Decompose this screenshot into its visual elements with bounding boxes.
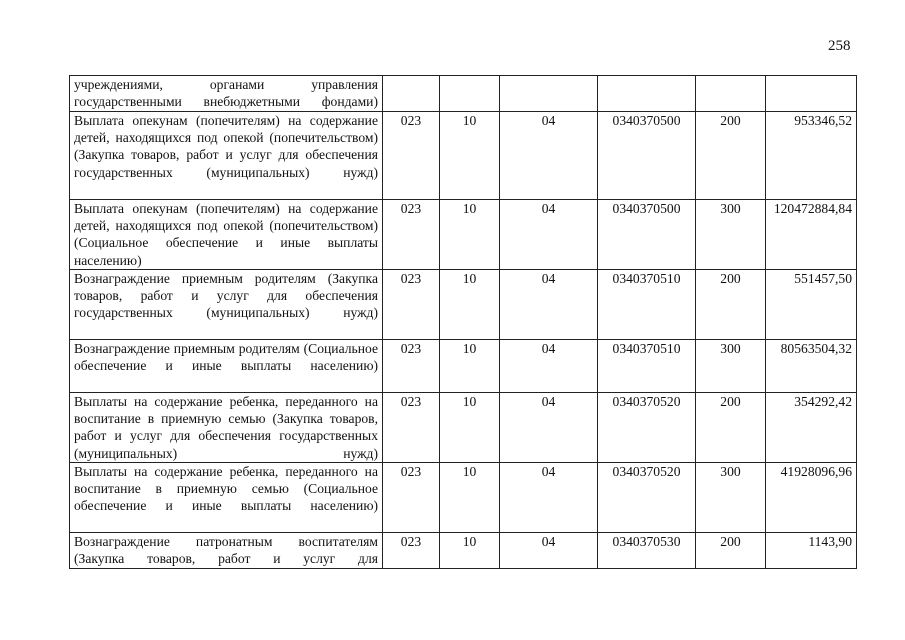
admin-code: 023: [383, 393, 440, 463]
amount: 354292,42: [766, 393, 857, 463]
subsection-code: [500, 76, 598, 112]
table-row: [70, 76, 857, 112]
section-code: 10: [440, 112, 500, 200]
admin-code: 023: [383, 112, 440, 200]
table-row: [70, 112, 857, 200]
admin-code: 023: [383, 533, 440, 569]
target-article-code: [598, 76, 696, 112]
page-number: 258: [828, 38, 851, 54]
budget-table-body: [70, 76, 857, 569]
target-article-code: 0340370500: [598, 112, 696, 200]
expense-kind-code: 300: [696, 340, 766, 393]
section-code: 10: [440, 270, 500, 340]
subsection-code: 04: [500, 463, 598, 533]
row-description: Выплаты на содержание ребенка, переданного на воспитание в приемную семью (Социальное обеспечение и иные выплаты населению): [70, 463, 383, 533]
target-article-code: 0340370530: [598, 533, 696, 569]
admin-code: 023: [383, 340, 440, 393]
amount: 1143,90: [766, 533, 857, 569]
amount: 551457,50: [766, 270, 857, 340]
admin-code: 023: [383, 200, 440, 270]
subsection-code: 04: [500, 393, 598, 463]
admin-code: 023: [383, 463, 440, 533]
expense-kind-code: 200: [696, 112, 766, 200]
subsection-code: 04: [500, 200, 598, 270]
table-row: [70, 463, 857, 533]
expense-kind-code: 300: [696, 200, 766, 270]
row-description: учреждениями, органами управления государственными внебюджетными фондами): [70, 76, 383, 112]
table-row: [70, 270, 857, 340]
row-description: Вознаграждение приемным родителям (Социальное обеспечение и иные выплаты населению): [70, 340, 383, 393]
subsection-code: 04: [500, 112, 598, 200]
table-row: [70, 200, 857, 270]
admin-code: 023: [383, 270, 440, 340]
row-description: Выплата опекунам (попечителям) на содержание детей, находящихся под опекой (попечительством) (Социальное обеспечение и иные выплаты населению): [70, 200, 383, 270]
amount: 953346,52: [766, 112, 857, 200]
expense-kind-code: 200: [696, 270, 766, 340]
subsection-code: 04: [500, 340, 598, 393]
section-code: 10: [440, 340, 500, 393]
row-description: Вознаграждение приемным родителям (Закупка товаров, работ и услуг для обеспечения государственных (муниципальных) нужд): [70, 270, 383, 340]
amount: [766, 76, 857, 112]
table-row: [70, 340, 857, 393]
table-row: [70, 393, 857, 463]
section-code: 10: [440, 393, 500, 463]
target-article-code: 0340370510: [598, 340, 696, 393]
section-code: [440, 76, 500, 112]
target-article-code: 0340370520: [598, 393, 696, 463]
expense-kind-code: 300: [696, 463, 766, 533]
section-code: 10: [440, 200, 500, 270]
table-row: [70, 533, 857, 569]
amount: 120472884,84: [766, 200, 857, 270]
row-description: Выплата опекунам (попечителям) на содержание детей, находящихся под опекой (попечительством) (Закупка товаров, работ и услуг для обеспечения государственных (муниципальных) нужд): [70, 112, 383, 200]
row-description: Выплаты на содержание ребенка, переданного на воспитание в приемную семью (Закупка товаров, работ и услуг для обеспечения государственных (муниципальных) нужд): [70, 393, 383, 463]
expense-kind-code: 200: [696, 533, 766, 569]
target-article-code: 0340370510: [598, 270, 696, 340]
row-description: Вознаграждение патронатным воспитателям (Закупка товаров, работ и услуг для: [70, 533, 383, 569]
target-article-code: 0340370500: [598, 200, 696, 270]
amount: 41928096,96: [766, 463, 857, 533]
budget-table: [69, 75, 857, 569]
admin-code: [383, 76, 440, 112]
section-code: 10: [440, 533, 500, 569]
target-article-code: 0340370520: [598, 463, 696, 533]
subsection-code: 04: [500, 533, 598, 569]
amount: 80563504,32: [766, 340, 857, 393]
section-code: 10: [440, 463, 500, 533]
expense-kind-code: 200: [696, 393, 766, 463]
expense-kind-code: [696, 76, 766, 112]
subsection-code: 04: [500, 270, 598, 340]
